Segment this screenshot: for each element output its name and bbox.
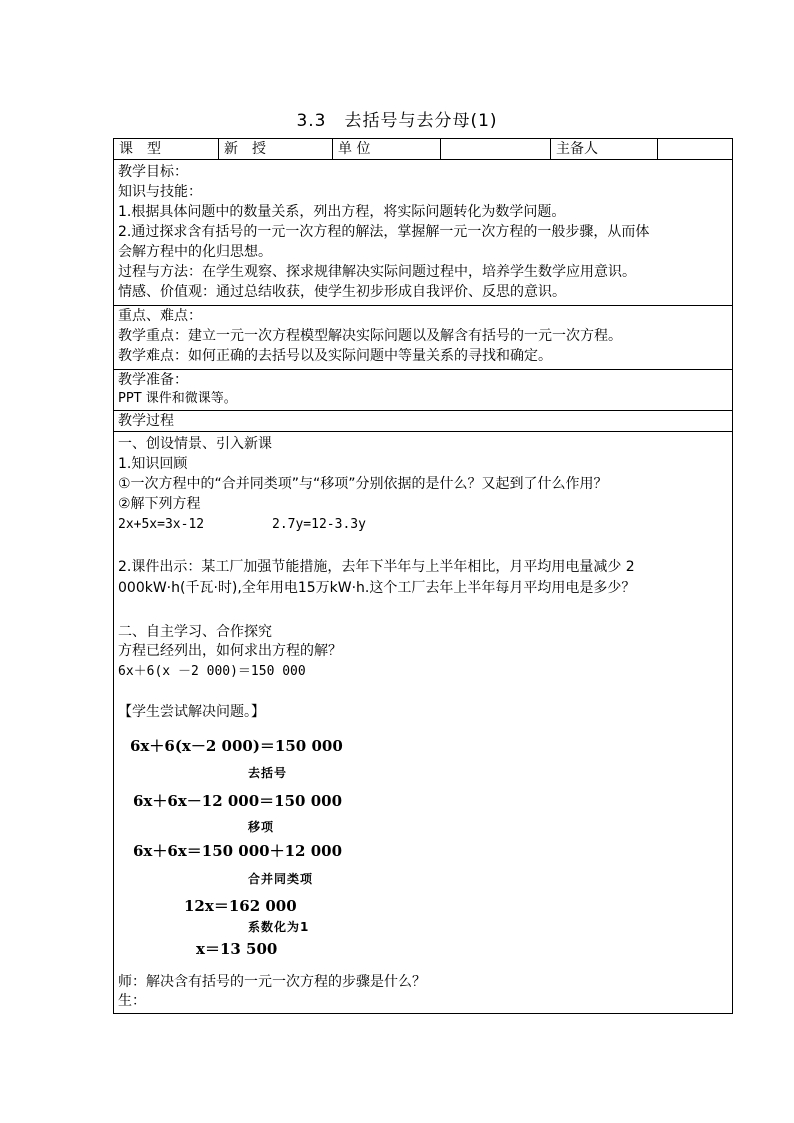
courseware-problem: 2.课件出示：某工厂加强节能措施，去年下半年与上半年相比，月平均用电量减少 2 <box>118 559 635 575</box>
step-label-3: 合并同类项 <box>248 872 314 886</box>
lesson-type-label: 课 型 <box>114 139 219 159</box>
prep-section <box>114 370 732 411</box>
main-equation: 6x＋6(x －2 000)＝150 000 <box>118 664 306 679</box>
process-heading-row <box>114 411 732 432</box>
objectives-heading: 教学目标： <box>118 164 188 180</box>
preparer-value <box>658 139 732 159</box>
section-1-title: 一、创设情景、引入新课 <box>118 436 272 452</box>
key-point: 教学重点：建立一元一次方程模型解决实际问题以及解含有括号的一元一次方程。 <box>118 328 622 344</box>
objective-2: 2.通过探求含有括号的一元一次方程的解法，掌握解一元一次方程的一般步骤，从而体 <box>118 224 650 240</box>
header-row <box>114 139 732 160</box>
knowledge-skills-label: 知识与技能： <box>118 184 202 200</box>
difficulty: 教学难点：如何正确的去括号以及实际问题中等量关系的寻找和确定。 <box>118 348 552 364</box>
objectives-section <box>114 160 732 306</box>
step-label-2: 移项 <box>248 820 275 834</box>
objective-1: 1.根据具体问题中的数量关系，列出方程，将实际问题转化为数学问题。 <box>118 204 566 220</box>
solution-step-4: 12x＝162 000 <box>184 897 297 915</box>
question-1: ①一次方程中的“合并同类项”与“移项”分别依据的是什么？又起到了什么作用？ <box>118 476 608 492</box>
objective-2-cont: 会解方程中的化归思想。 <box>118 244 272 260</box>
question-2: ②解下列方程 <box>118 496 201 512</box>
preparer-label: 主备人 <box>551 139 658 159</box>
solution-step-1: 6x＋6(x－2 000)＝150 000 <box>130 737 343 755</box>
solution-step-2: 6x＋6x－12 000＝150 000 <box>133 792 343 810</box>
process-heading: 教学过程 <box>118 413 174 429</box>
prep-content: PPT 课件和微课等。 <box>118 391 237 406</box>
review-title: 1.知识回顾 <box>118 456 188 472</box>
step-label-4: 系数化为1 <box>248 920 310 934</box>
prep-heading: 教学准备： <box>118 372 188 388</box>
unit-label: 单 位 <box>333 139 441 159</box>
courseware-problem-cont: 000kW·h(千瓦·时),全年用电15万kW·h.这个工厂去年上半年每月平均用电是多少？ <box>118 580 636 596</box>
solution-step-3: 6x＋6x＝150 000＋12 000 <box>133 842 343 860</box>
section-2-question: 方程已经列出，如何求出方程的解？ <box>118 643 342 659</box>
student-answer: 生： <box>118 993 146 1009</box>
equation-b: 2.7y=12-3.3y <box>272 517 366 532</box>
equation-a: 2x+5x=3x-12 <box>118 517 205 532</box>
lesson-plan-table <box>113 138 733 1014</box>
student-try: 【学生尝试解决问题。】 <box>118 704 265 720</box>
teacher-question: 师：解决含有括号的一元一次方程的步骤是什么？ <box>118 974 426 990</box>
emotion-values: 情感、价值观：通过总结收获，使学生初步形成自我评价、反思的意识。 <box>118 284 566 300</box>
step-label-1: 去括号 <box>248 766 288 780</box>
section-2-title: 二、自主学习、合作探究 <box>118 624 272 640</box>
solution-step-5: x＝13 500 <box>196 940 278 958</box>
keypoints-heading: 重点、难点： <box>118 308 202 324</box>
page-title: 3.3 去括号与去分母(1) <box>296 111 498 131</box>
lesson-type-value: 新 授 <box>219 139 333 159</box>
unit-value <box>441 139 551 159</box>
process-section <box>114 432 732 1012</box>
process-method: 过程与方法：在学生观察、探求规律解决实际问题过程中，培养学生数学应用意识。 <box>118 264 636 280</box>
keypoints-section <box>114 306 732 370</box>
